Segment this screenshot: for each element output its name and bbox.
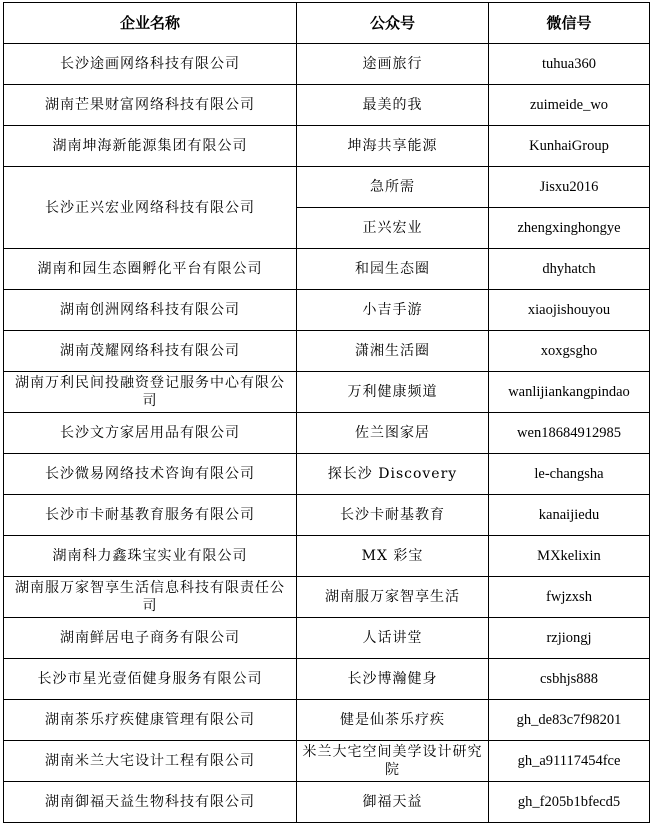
company-name-cell: 长沙途画网络科技有限公司 <box>4 44 297 85</box>
company-name-cell: 长沙微易网络技术咨询有限公司 <box>4 454 297 495</box>
header-account: 公众号 <box>297 3 489 44</box>
account-name-cell: 御福天益 <box>297 782 489 823</box>
table-row <box>4 413 650 454</box>
wechat-id-cell: le-changsha <box>489 454 650 495</box>
account-name-cell: 急所需 <box>297 167 489 208</box>
wechat-id-cell: zuimeide_wo <box>489 85 650 126</box>
account-name-cell: 佐兰图家居 <box>297 413 489 454</box>
table-row <box>4 331 650 372</box>
table-row <box>4 372 650 413</box>
account-name-cell: 长沙博瀚健身 <box>297 659 489 700</box>
table-row <box>4 782 650 823</box>
company-accounts-table <box>3 2 650 823</box>
wechat-id-cell: xiaojishouyou <box>489 290 650 331</box>
table-row <box>4 44 650 85</box>
account-name-cell: 探长沙 Discovery <box>297 454 489 495</box>
company-name-cell: 长沙市卡耐基教育服务有限公司 <box>4 495 297 536</box>
table-row <box>4 85 650 126</box>
company-name-cell: 湖南创洲网络科技有限公司 <box>4 290 297 331</box>
company-name-cell: 湖南茶乐疗疾健康管理有限公司 <box>4 700 297 741</box>
account-name-cell: 最美的我 <box>297 85 489 126</box>
company-name-cell: 长沙市星光壹佰健身服务有限公司 <box>4 659 297 700</box>
wechat-id-cell: dhyhatch <box>489 249 650 290</box>
account-name-cell: 坤海共享能源 <box>297 126 489 167</box>
table-row <box>4 618 650 659</box>
header-company: 企业名称 <box>4 3 297 44</box>
wechat-id-cell: zhengxinghongye <box>489 208 650 249</box>
table-row <box>4 167 650 208</box>
wechat-id-cell: Jisxu2016 <box>489 167 650 208</box>
table-row <box>4 577 650 618</box>
company-name-cell: 湖南万利民间投融资登记服务中心有限公司 <box>4 372 297 413</box>
table-row <box>4 126 650 167</box>
wechat-id-cell: csbhjs888 <box>489 659 650 700</box>
table-row <box>4 700 650 741</box>
header-row <box>4 3 650 44</box>
wechat-id-cell: wanlijiankangpindao <box>489 372 650 413</box>
account-name-cell: 和园生态圈 <box>297 249 489 290</box>
account-name-cell: 健是仙茶乐疗疾 <box>297 700 489 741</box>
account-name-cell: 湖南服万家智享生活 <box>297 577 489 618</box>
company-name-cell: 湖南芒果财富网络科技有限公司 <box>4 85 297 126</box>
company-name-cell: 长沙文方家居用品有限公司 <box>4 413 297 454</box>
table-row <box>4 249 650 290</box>
account-name-cell: 途画旅行 <box>297 44 489 85</box>
account-name-cell: 万利健康频道 <box>297 372 489 413</box>
wechat-id-cell: fwjzxsh <box>489 577 650 618</box>
wechat-id-cell: tuhua360 <box>489 44 650 85</box>
table-row <box>4 741 650 782</box>
account-name-cell: 长沙卡耐基教育 <box>297 495 489 536</box>
company-name-cell: 湖南和园生态圈孵化平台有限公司 <box>4 249 297 290</box>
wechat-id-cell: rzjiongj <box>489 618 650 659</box>
account-name-cell: 米兰大宅空间美学设计研究院 <box>297 741 489 782</box>
header-wechat: 微信号 <box>489 3 650 44</box>
wechat-id-cell: gh_de83c7f98201 <box>489 700 650 741</box>
table-row <box>4 659 650 700</box>
wechat-id-cell: gh_a91117454fce <box>489 741 650 782</box>
company-name-cell: 湖南御福天益生物科技有限公司 <box>4 782 297 823</box>
company-name-cell: 湖南茂耀网络科技有限公司 <box>4 331 297 372</box>
table-row <box>4 495 650 536</box>
table-row <box>4 454 650 495</box>
wechat-id-cell: wen18684912985 <box>489 413 650 454</box>
account-name-cell: MX 彩宝 <box>297 536 489 577</box>
company-name-cell: 长沙正兴宏业网络科技有限公司 <box>4 167 297 249</box>
company-name-cell: 湖南科力鑫珠宝实业有限公司 <box>4 536 297 577</box>
account-name-cell: 人话讲堂 <box>297 618 489 659</box>
table-row <box>4 536 650 577</box>
wechat-id-cell: kanaijiedu <box>489 495 650 536</box>
account-name-cell: 潇湘生活圈 <box>297 331 489 372</box>
wechat-id-cell: KunhaiGroup <box>489 126 650 167</box>
table-row <box>4 290 650 331</box>
company-name-cell: 湖南米兰大宅设计工程有限公司 <box>4 741 297 782</box>
wechat-id-cell: xoxgsgho <box>489 331 650 372</box>
wechat-id-cell: gh_f205b1bfecd5 <box>489 782 650 823</box>
wechat-id-cell: MXkelixin <box>489 536 650 577</box>
company-name-cell: 湖南鲜居电子商务有限公司 <box>4 618 297 659</box>
account-name-cell: 正兴宏业 <box>297 208 489 249</box>
company-name-cell: 湖南服万家智享生活信息科技有限责任公司 <box>4 577 297 618</box>
company-name-cell: 湖南坤海新能源集团有限公司 <box>4 126 297 167</box>
account-name-cell: 小吉手游 <box>297 290 489 331</box>
